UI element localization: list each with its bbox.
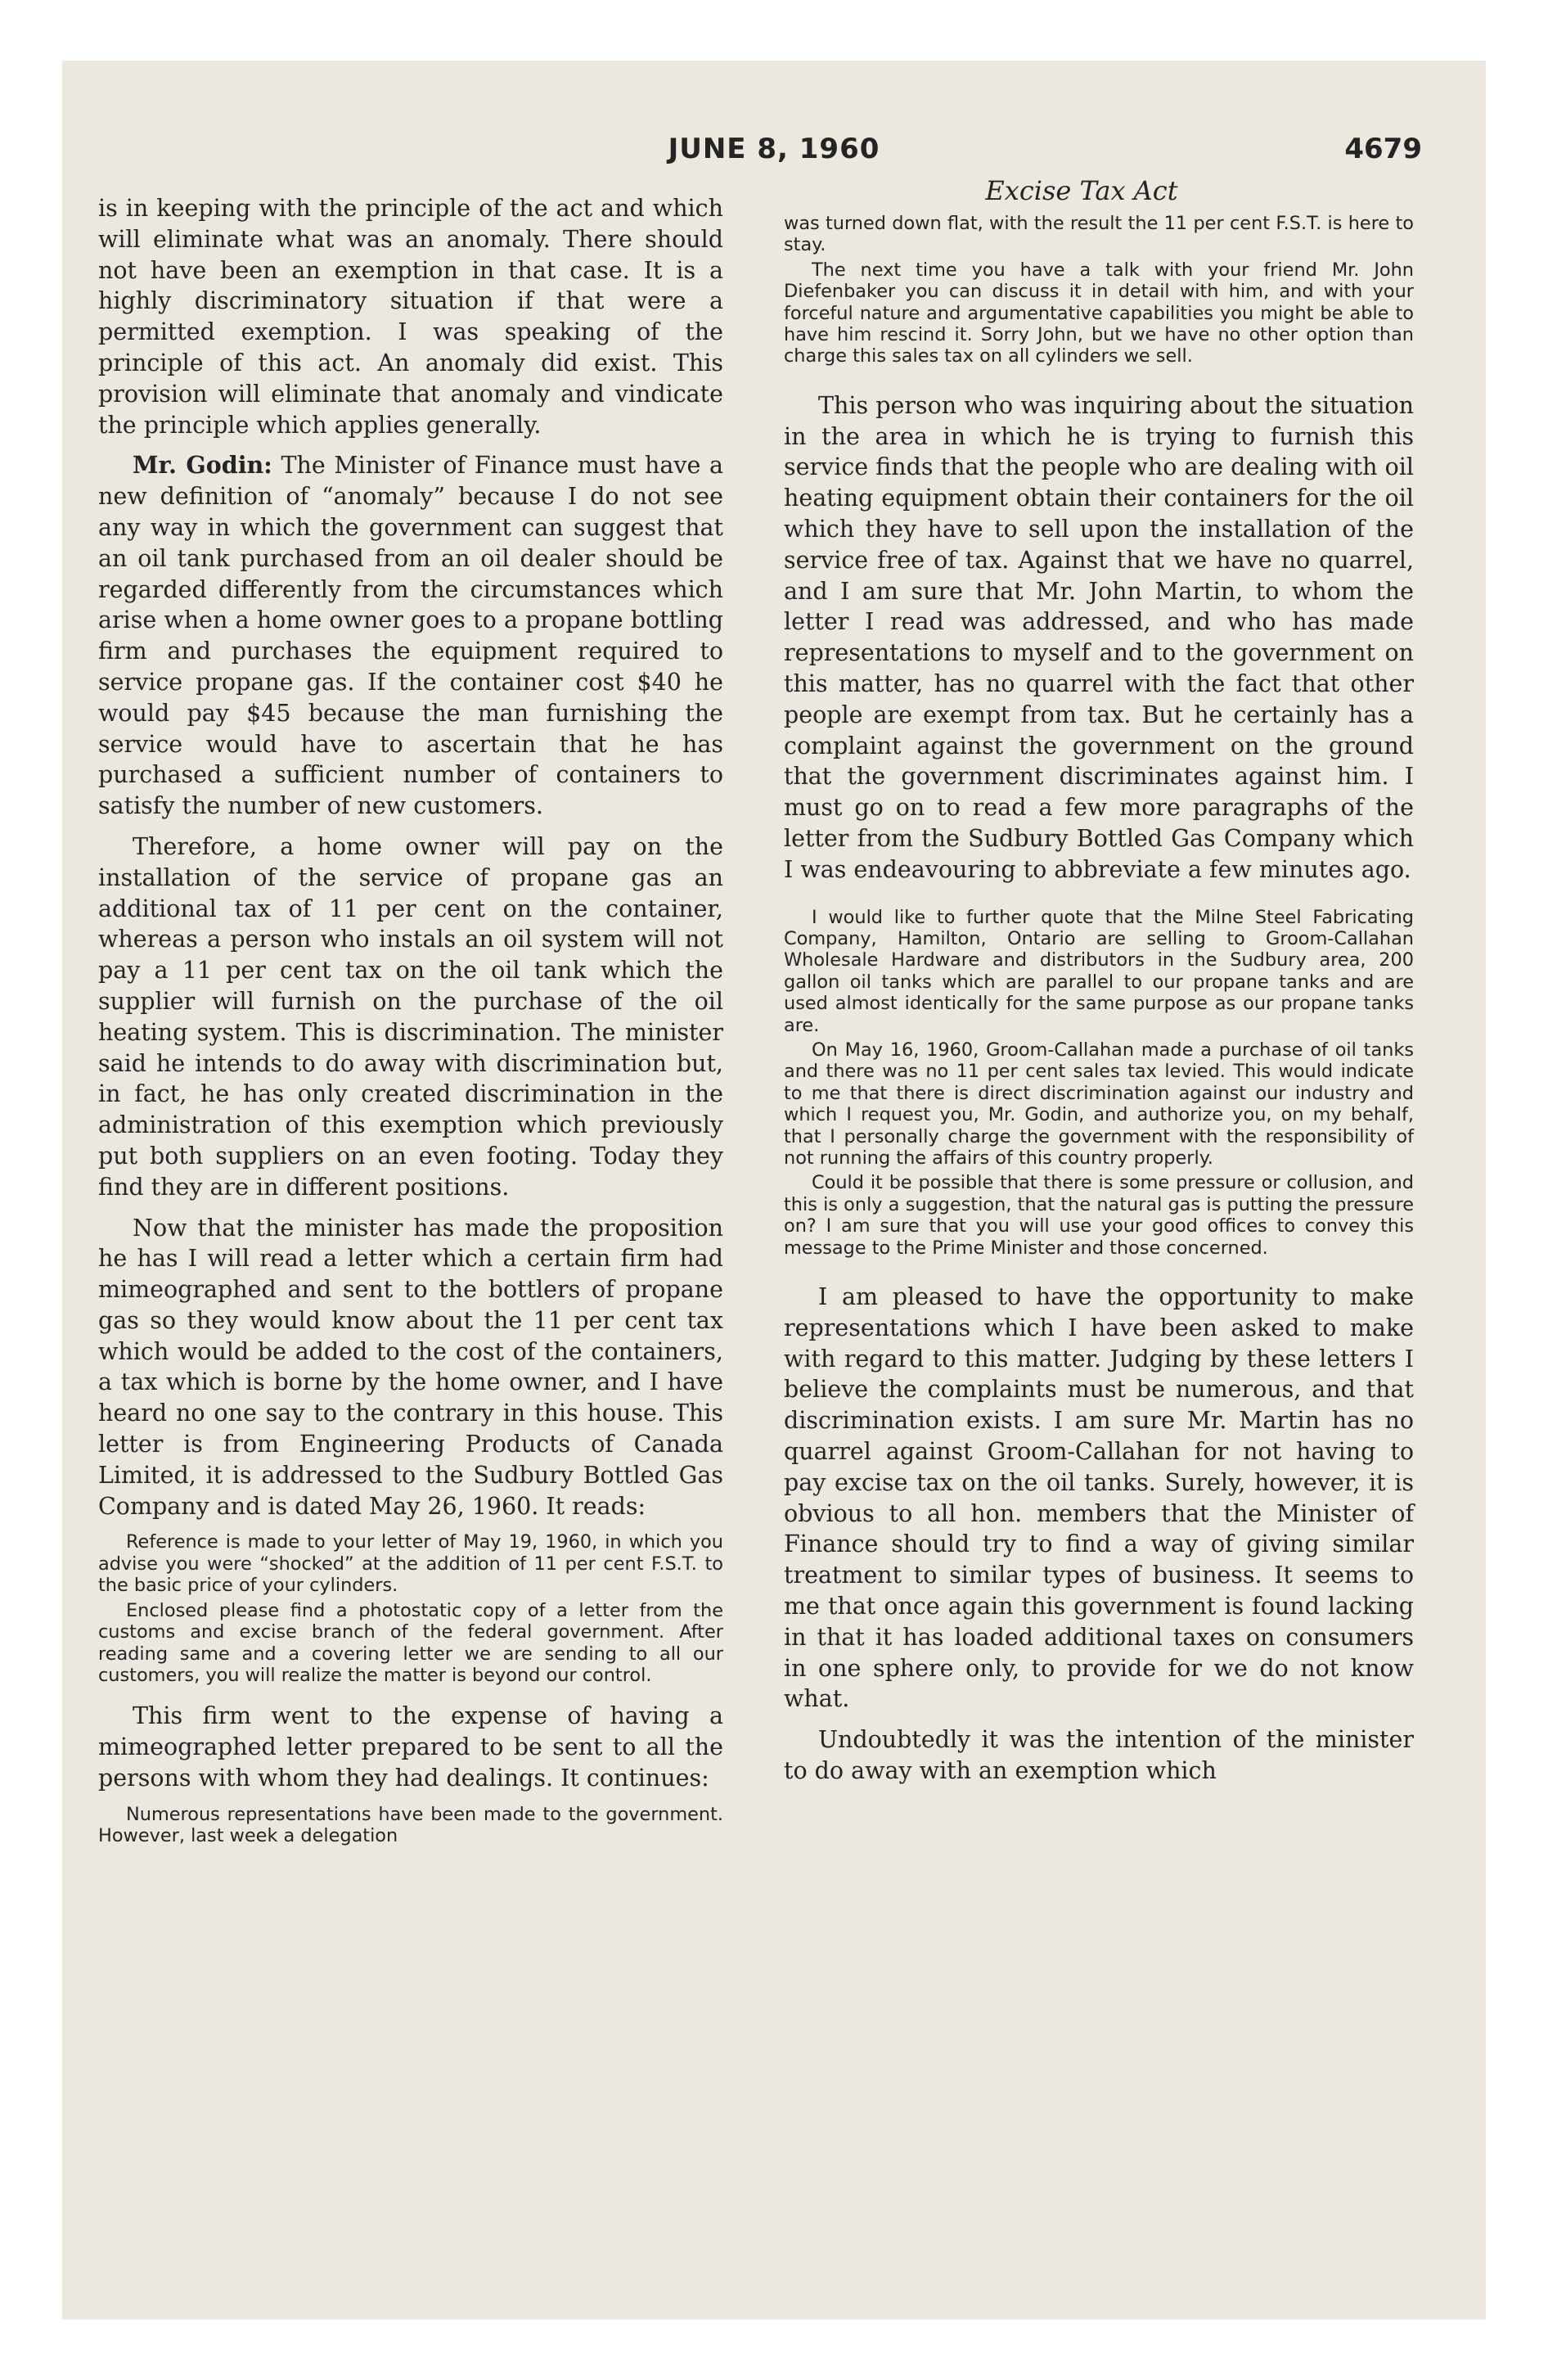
hansard-page bbox=[62, 61, 1486, 2319]
paragraph: This firm went to the expense of having a mimeographed letter prepared to be sent to all the persons with whom they had dealings. It continues: bbox=[98, 1702, 723, 1792]
paragraph: I am pleased to have the opportunity to make representations which I have been asked to make with regard to this matter. Judging by these letters I believe the complaints must be numerous, and that discrimination exists. I am sure Mr. Martin has no quarrel against Groom-Callahan for not having to pay excise tax on the oil tanks. Surely, however, it is obvious to all hon. members that the Minister of Finance should try to find a way of giving similar treatment to similar types of business. It seems to me that once again this government is found lacking in that it has loaded additional taxes on consumers in one sphere only, to provide for we do not know what. bbox=[784, 1283, 1414, 1713]
quoted-letter: Could it be possible that there is some pressure or collusion, and this is only a suggestion, that the natural gas is putting the pressure on? I am sure that you will use your good offices to convey this message to the Prime Minister and those concerned. bbox=[784, 1172, 1414, 1259]
paragraph: This person who was inquiring about the situation in the area in which he is trying to furnish this service finds that the people who are dealing with oil heating equipment obtain their containers for the oil which they have to sell upon the installation of the service free of tax. Against that we have no quarrel, and I am sure that Mr. John Martin, to whom the letter I read was addressed, and who has made representations to myself and to the government on this matter, has no quarrel with the fact that other people are exempt from tax. But he certainly has a complaint against the government on the ground that the government discriminates against him. I must go on to read a few more paragraphs of the letter from the Sudbury Bottled Gas Company which I was endeavouring to abbreviate a few minutes ago. bbox=[784, 391, 1414, 883]
header-date: JUNE 8, 1960 bbox=[668, 133, 880, 165]
running-head: Excise Tax Act bbox=[985, 175, 1178, 206]
paragraph: is in keeping with the principle of the act and which will eliminate what was an anomaly. There should not have been an exemption in that case. It is a highly discriminatory situation if that were a permitted exemption. I was speaking of the principle of this act. An anomaly did exist. This provision will eliminate that anomaly and vindicate the principle which applies generally. bbox=[98, 195, 723, 439]
paragraph: Now that the minister has made the proposition he has I will read a letter which a certain firm had mimeographed and sent to the bottlers of propane gas so they would know about the 11 per cent tax which would be added to the cost of the containers, a tax which is borne by the home owner, and I have heard no one say to the contrary in this house. This letter is from Engineering Products of Canada Limited, it is addressed to the Sudbury Bottled Gas Company and is dated May 26, 1960. It reads: bbox=[98, 1214, 723, 1520]
page-header bbox=[62, 133, 1486, 174]
quoted-letter: Enclosed please find a photostatic copy of a letter from the customs and excise branch of the federal government. After reading same and a covering letter we are sending to all our customers, you will realize the matter is beyond our control. bbox=[98, 1599, 723, 1686]
right-column bbox=[784, 213, 1414, 1796]
speaker-name: Mr. Godin: bbox=[133, 451, 272, 480]
quoted-letter: The next time you have a talk with your friend Mr. John Diefenbaker you can discuss it in detail with him, and with your forceful nature and argumentative capabilities you might be able to have him rescind it. Sorry John, but we have no other option than charge this sales tax on all cylinders we sell. bbox=[784, 259, 1414, 367]
paragraph: Undoubtedly it was the intention of the minister to do away with an exemption which bbox=[784, 1726, 1414, 1785]
quoted-letter: Numerous representations have been made to the government. However, last week a delegation bbox=[98, 1803, 723, 1847]
paragraph: Therefore, a home owner will pay on the installation of the service of propane gas an additional tax of 11 per cent on the container, whereas a person who instals an oil system will not pay a 11 per cent tax on the oil tank which the supplier will furnish on the purchase of the oil heating system. This is discrimination. The minister said he intends to do away with discrimination but, in fact, he has only created discrimination in the administration of this exemption which previously put both suppliers on an even footing. Today they find they are in different positions. bbox=[98, 832, 723, 1201]
left-column bbox=[98, 193, 723, 1850]
quoted-letter: Reference is made to your letter of May 19, 1960, in which you advise you were “shocked” at the addition of 11 per cent F.S.T. to the basic price of your cylinders. bbox=[98, 1531, 723, 1597]
page-number: 4679 bbox=[1344, 133, 1422, 165]
paragraph-godin bbox=[98, 450, 723, 822]
quoted-letter: On May 16, 1960, Groom-Callahan made a purchase of oil tanks and there was no 11 per cent sales tax levied. This would indicate to me that there is direct discrimination against our industry and which I request you, Mr. Godin, and authorize you, on my behalf, that I personally charge the government with the responsibility of not running the affairs of this country properly. bbox=[784, 1039, 1414, 1170]
paragraph-text: The Minister of Finance must have a new definition of “anomaly” because I do not see any way in which the government can suggest that an oil tank purchased from an oil dealer should be regarded differently from the circumstances which arise when a home owner goes to a propane bottling firm and purchases the equipment required to service propane gas. If the container cost $40 he would pay $45 because the man furnishing the service would have to ascertain that he has purchased a sufficient number of containers to satisfy the number of new customers. bbox=[98, 452, 723, 820]
quoted-letter: I would like to further quote that the Milne Steel Fabricating Company, Hamilton, Ontario are selling to Groom-Callahan Wholesale Hardware and distributors in the Sudbury area, 200 gallon oil tanks which are parallel to our propane tanks and are used almost identically for the same purpose as our propane tanks are. bbox=[784, 906, 1414, 1036]
quoted-letter: was turned down flat, with the result the 11 per cent F.S.T. is here to stay. bbox=[784, 213, 1414, 256]
